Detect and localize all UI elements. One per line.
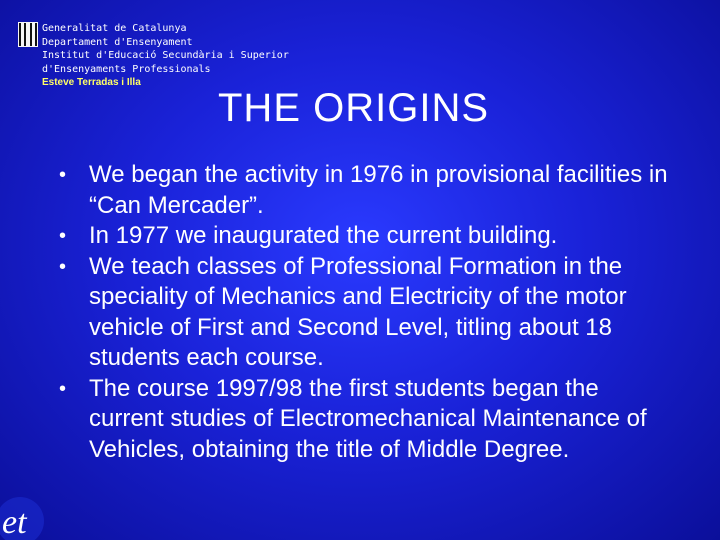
org-line-1: Generalitat de Catalunya: [42, 23, 187, 34]
bullet-icon: •: [59, 255, 67, 278]
slide-title: THE ORIGINS: [218, 86, 490, 130]
bullet-text: In 1977 we inaugurated the current building.: [89, 222, 558, 249]
bullet-list: [59, 160, 679, 465]
organization-text: [42, 22, 289, 90]
bullet-icon: •: [59, 164, 67, 186]
bullet-icon: •: [59, 225, 67, 247]
bullet-item: [59, 221, 679, 252]
bullet-text: We teach classes of Professional Formation in the speciality of Mechanics and Electricity of the motor vehicle of First and Second Level, titling about 18 students each course.: [89, 252, 627, 371]
school-name: Esteve Terradas i Illa: [42, 77, 141, 88]
bullet-item: [59, 374, 679, 466]
generalitat-logo-icon: [18, 22, 38, 47]
bullet-item: [59, 252, 679, 374]
bullet-text: We began the activity in 1976 in provisional facilities in “Can Mercader”.: [89, 161, 668, 219]
org-line-3: Institut d'Educació Secundària i Superior: [42, 50, 289, 61]
bullet-text: The course 1997/98 the first students began the current studies of Electromechanical Maintenance of Vehicles, obtaining the title of Middle Degree.: [89, 374, 647, 463]
et-logo-text: et: [2, 504, 27, 540]
bullet-icon: •: [59, 377, 67, 400]
org-line-4: d'Ensenyaments Professionals: [42, 63, 211, 75]
bullet-item: [59, 160, 679, 221]
org-line-2: Departament d'Ensenyament: [42, 36, 193, 48]
header-block: [18, 22, 289, 90]
et-logo-icon: [0, 493, 46, 540]
